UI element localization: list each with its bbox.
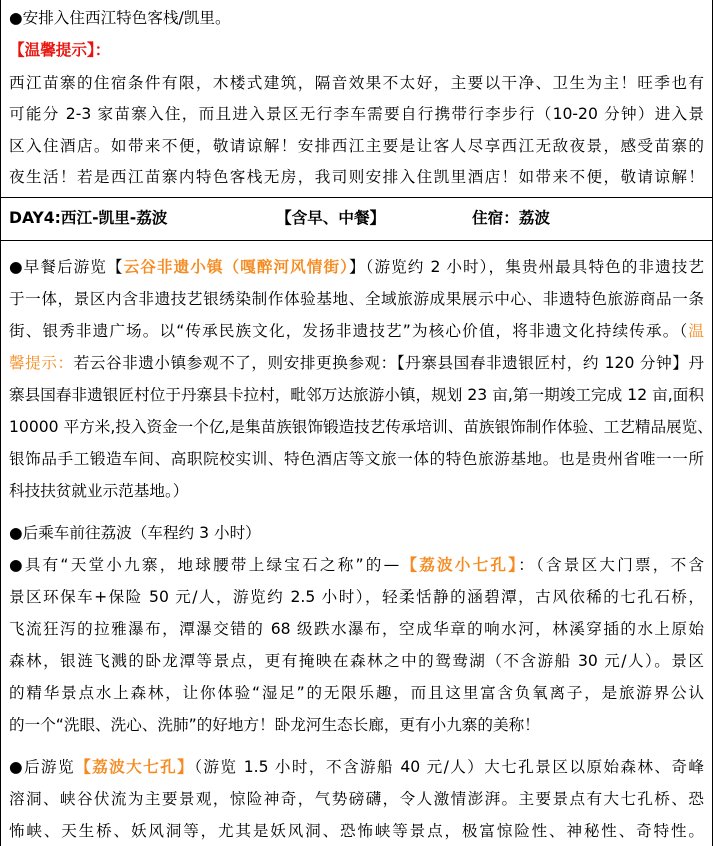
day-itinerary-body — [1, 241, 712, 846]
spot-big-seven-arch: 【荔波大七孔】 — [75, 758, 195, 776]
p4-line-3: 怖峡、天生桥、妖风洞等，尤其是妖风洞、恐怖峡等景点，极富惊险性、神秘性、奇特性。 — [9, 822, 704, 840]
p1-line-3-text: 街、银秀非遗广场。以“传承民族文化，发扬非遗技艺”为核心价值，将非遗文化持续传承。（ — [9, 322, 689, 340]
transfer-text: ●后乘车前往荔波（车程约 3 小时） — [9, 524, 261, 542]
p1-line-2: 于一体，景区内含非遗技艺银绣染制作体验基地、全域旅游成果展示中心、非遗特色旅游商品一条 — [9, 290, 704, 308]
p1-line-5: 寨县国春非遗银匠村位于丹寨县卡拉村，毗邻万达旅游小镇，规划 23 亩,第一期竣工完成 12 亩,面积 — [9, 386, 704, 404]
p4-intro-tail: （游览 1.5 小时，不含游船 40 元/人）大七孔景区以原始森林、奇峰 — [194, 758, 704, 776]
p1-intro-tail: 】（游览约 2 小时），集贵州最具特色的非遗技艺 — [348, 258, 704, 276]
p3-line-1 — [9, 555, 704, 575]
p1-tip-label: 馨提示： — [9, 354, 74, 372]
p1-line-1 — [9, 257, 704, 277]
p1-line-8: 科技扶贫就业示范基地。） — [9, 482, 189, 500]
tip-line-3: 区入住酒店。如带来不便，敬请谅解！安排西江主要是让客人尽享西江无敌夜景，感受苗寨的 — [9, 137, 704, 155]
p1-line-6: 10000 平方米,投入资金一个亿,是集苗族银饰锻造技艺传承培训、苗族银饰制作体验、工艺精品展览、 — [9, 418, 713, 436]
p4-line-2: 溶洞、峡谷伏流为主要景观，惊险神奇，气势磅礴，令人激情澎湃。主要景点有大七孔桥、恐 — [9, 790, 704, 808]
spot-small-seven-arch: 【荔波小七孔】 — [399, 556, 519, 574]
p3-intro: ●具有“天堂小九寨，地球腰带上绿宝石之称”的— — [9, 556, 400, 574]
accommodation-note-cell — [1, 0, 712, 198]
day-meals: 【含早、中餐】 — [276, 209, 386, 227]
day-header-row — [1, 198, 712, 241]
arrange-text: ●安排入住西江特色客栈/凯里。 — [9, 9, 231, 27]
p3-intro-tail: ：（含景区大门票，不含 — [518, 556, 705, 574]
p4-line-1 — [9, 757, 704, 777]
p3-line-3: 飞流狂泻的拉雅瀑布，潭瀑交错的 68 级跌水瀑布，空成华章的响水河，林溪穿插的水上原始 — [9, 620, 704, 638]
tip-title: 【温馨提示】： — [9, 41, 111, 59]
p1-line-3 — [9, 321, 704, 341]
tip-line-2: 可能分 2-3 家苗寨入住，而且进入景区无行李车需要自行携带行李步行（10-20 分钟）进入景 — [9, 105, 704, 123]
p1-line-4-text: 若云谷非遗小镇参观不了，则安排更换参观：【丹寨县国春非遗银匠村，约 120 分钟】丹 — [73, 354, 704, 372]
p3-line-2: 景区环保车+保险 50 元/人，游览约 2.5 小时），轻柔恬静的涵碧潭，古风依稀的七孔石桥， — [9, 588, 704, 606]
p3-line-6: 的一个“洗眼、洗心、洗肺”的好地方！卧龙河生态长廊，更有小九寨的美称！ — [9, 716, 540, 734]
tip-line-1: 西江苗寨的住宿条件有限，木楼式建筑，隔音效果不太好，主要以干净、卫生为主！旺季也有 — [9, 74, 704, 92]
day-stay: 住宿：荔波 — [472, 209, 550, 227]
p1-tip-start: 温 — [688, 322, 704, 340]
p3-line-5: 的精华景点水上森林，让你体验“湿足”的无限乐趣，而且这里富含负氧离子，是旅游界公认 — [9, 684, 704, 702]
tip-line-4: 夜生活！若是西江苗寨内特色客栈无房，我司则安排入住凯里酒店！如带来不便，敬请谅解！ — [9, 168, 704, 186]
p3-line-4: 森林，银涟飞溅的卧龙潭等景点，更有掩映在森林之中的鸳鸯湖（不含游船 30 元/人）。景区 — [9, 652, 704, 670]
spot-yungu: 云谷非遗小镇（嘎醉河风情街） — [123, 258, 349, 276]
p1-line-7: 银饰品手工锻造车间、高职院校实训、特色酒店等文旅一体的特色旅游基地。也是贵州省唯一一所 — [9, 450, 704, 468]
p1-intro: ●早餐后游览【 — [9, 258, 124, 276]
p1-line-4 — [9, 353, 704, 373]
day-title: DAY4:西江-凯里-荔波 — [9, 209, 168, 227]
p4-intro: ●后游览 — [9, 758, 76, 776]
